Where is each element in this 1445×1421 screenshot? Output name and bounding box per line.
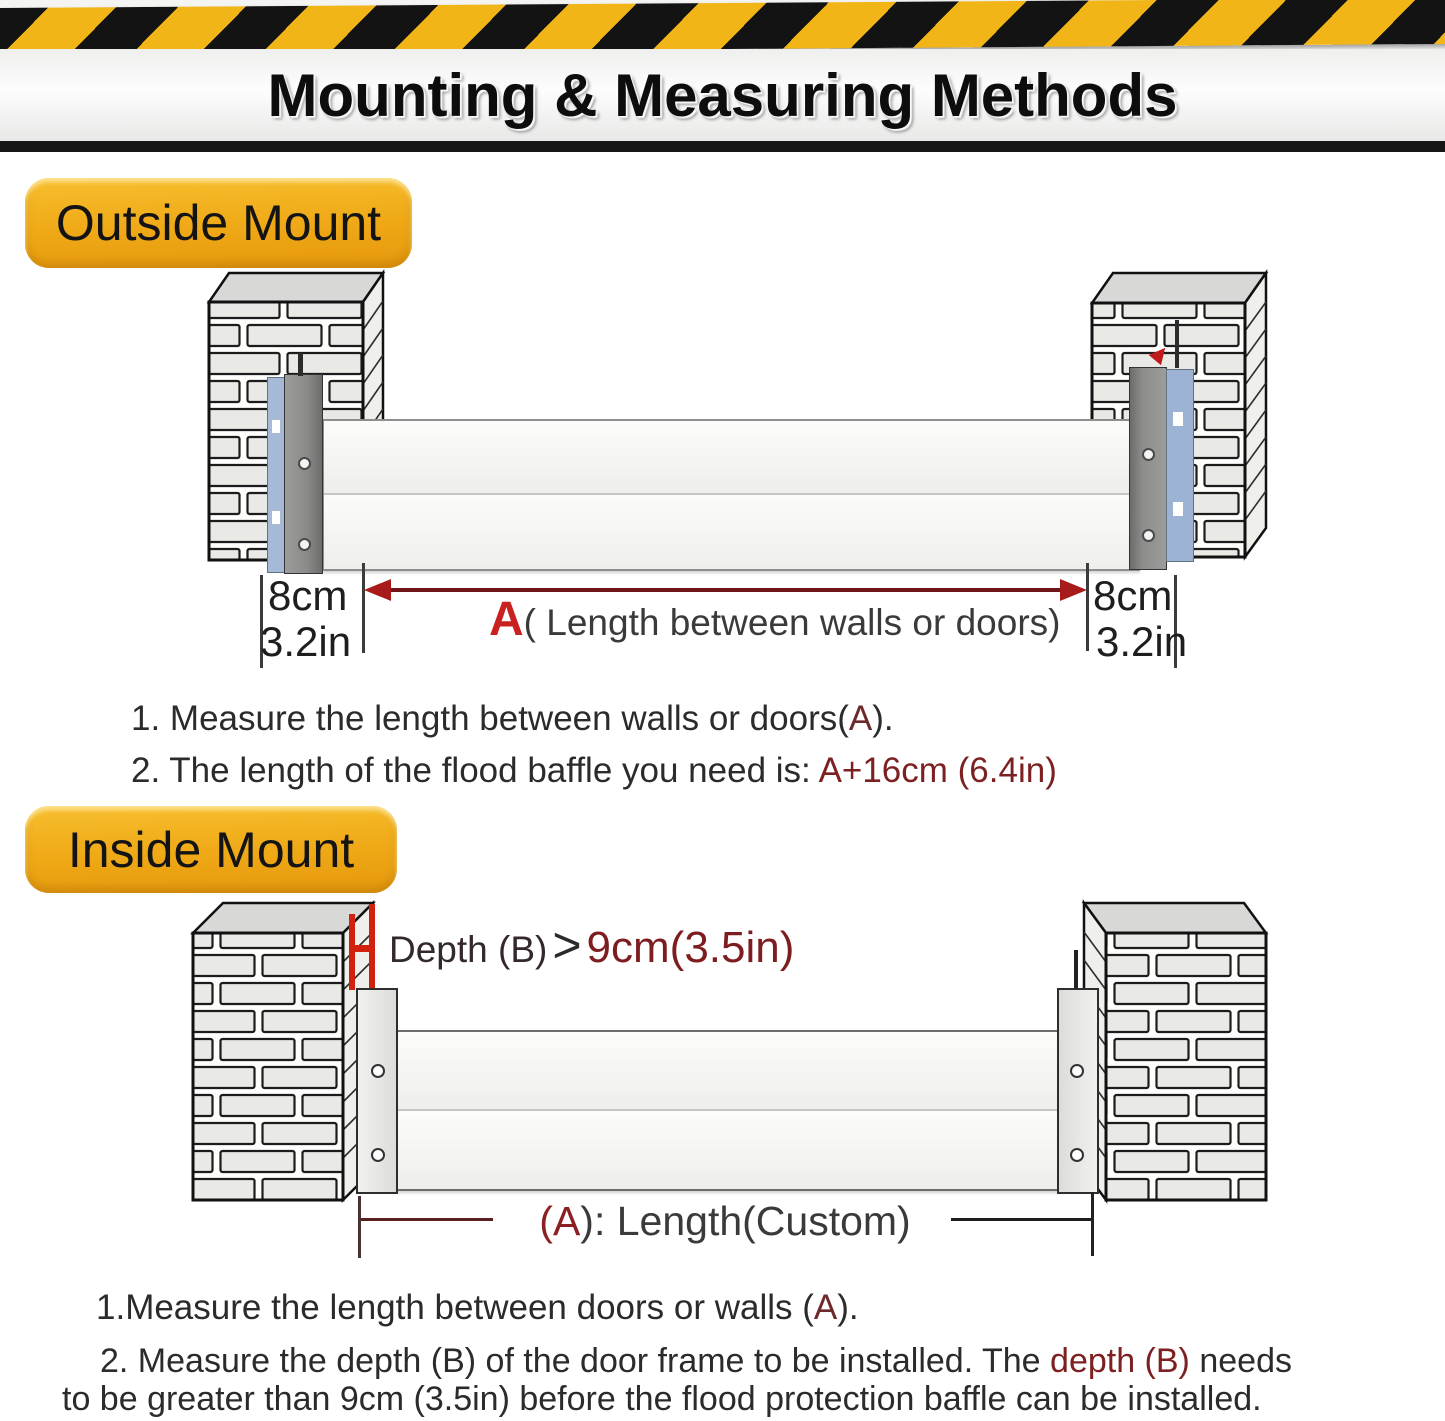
anchor-pin	[1175, 320, 1179, 368]
flood-barrier-panel	[322, 419, 1140, 571]
screw-icon	[1070, 1148, 1084, 1162]
barrier-top-board	[324, 421, 1138, 495]
dimension-line-left	[361, 1218, 493, 1221]
rail-slot	[272, 511, 280, 524]
dim-left-in: 3.2in	[260, 618, 352, 665]
outside-step-2: 2. The length of the flood baffle you need is: A+16cm (6.4in)	[131, 751, 1057, 790]
barrier-channel-right-inside	[1057, 988, 1099, 1194]
screw-icon	[298, 457, 311, 470]
screw-icon	[371, 1064, 385, 1078]
screw-icon	[371, 1148, 385, 1162]
rail-slot	[272, 420, 280, 433]
anchor-pin	[1074, 950, 1078, 988]
dimension-arrowhead-left-icon	[364, 579, 391, 601]
dim-left-cm: 8cm	[268, 572, 348, 619]
barrier-channel-right	[1129, 367, 1167, 570]
depth-gauge-icon	[349, 945, 375, 952]
dim-right-in: 3.2in	[1096, 618, 1188, 665]
dimension-tick	[358, 1196, 361, 1258]
barrier-channel-left-inside	[356, 988, 398, 1194]
outside-step-1: 1. Measure the length between walls or doors(A).	[131, 699, 894, 738]
screw-icon	[1070, 1064, 1084, 1078]
length-label-a: A	[489, 593, 524, 646]
inside-step-2-line1: 2. Measure the depth (B) of the door frame to be installed. The depth (B) needs	[100, 1342, 1292, 1380]
outside-mount-badge-label: Outside Mount	[55, 195, 382, 251]
dimension-tick	[1091, 1192, 1094, 1256]
inside-step-1: 1.Measure the length between doors or walls (A).	[96, 1288, 859, 1327]
depth-label: Depth (B) > 9cm(3.5in)	[389, 917, 795, 973]
inside-right-wall	[1072, 896, 1272, 1208]
greater-than-sign: >	[552, 917, 582, 973]
outside-mount-badge	[25, 178, 412, 268]
dim-right-cm: 8cm	[1093, 572, 1173, 619]
page-title: Mounting & Measuring Methods	[267, 62, 1178, 129]
length-label-text: ( Length between walls or doors)	[523, 602, 1061, 643]
screw-icon	[298, 538, 311, 551]
barrier-bottom-board	[324, 495, 1138, 569]
length-label	[489, 592, 1060, 647]
barrier-top-board	[395, 1032, 1064, 1111]
custom-length-label: (A): Length(Custom)	[539, 1198, 911, 1244]
barrier-bottom-board	[395, 1111, 1064, 1190]
screw-icon	[1142, 448, 1155, 461]
header-divider	[0, 141, 1445, 152]
inside-mount-badge	[25, 806, 397, 893]
flood-barrier-panel-inside	[393, 1030, 1066, 1191]
dimension-tick	[1086, 563, 1089, 651]
rail-slot	[1173, 412, 1183, 426]
dimension-line-right	[951, 1218, 1091, 1221]
anchor-pin	[298, 353, 303, 376]
dimension-arrowhead-right-icon	[1060, 579, 1087, 601]
rail-slot	[1173, 502, 1183, 516]
screw-icon	[1142, 529, 1155, 542]
mount-rail-right	[1166, 369, 1194, 562]
inside-step-2-line2: to be greater than 9cm (3.5in) before the flood protection baffle can be installed.	[62, 1380, 1262, 1418]
depth-gauge-icon	[349, 914, 355, 990]
title-bar	[0, 49, 1445, 141]
inside-mount-badge-label: Inside Mount	[67, 821, 355, 878]
dimension-tick	[362, 563, 365, 653]
barrier-channel-left	[284, 374, 323, 574]
